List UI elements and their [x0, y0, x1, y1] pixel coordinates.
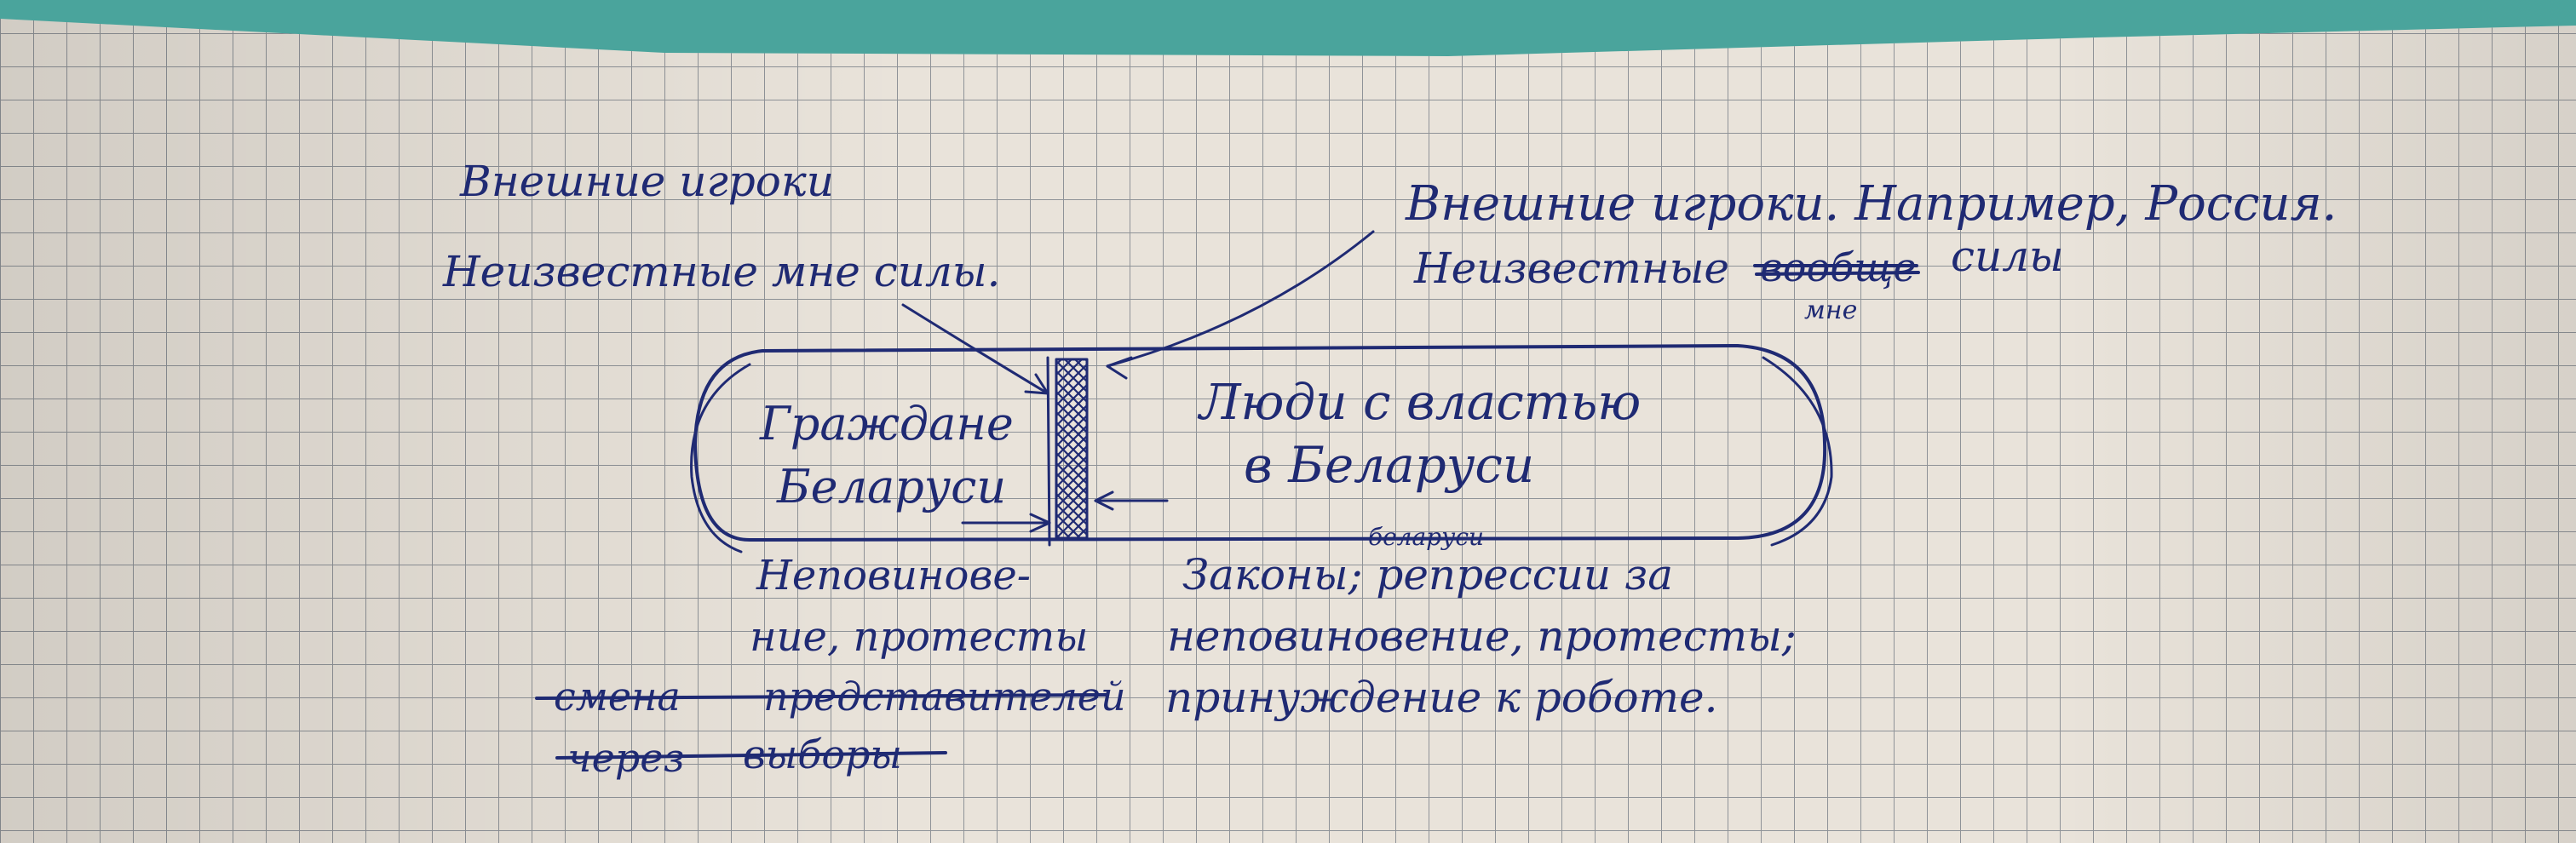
power-actions-superscript: беларуси [1368, 523, 1485, 551]
top-right-note-line2-end: силы [1951, 232, 2064, 281]
citizens-actions-line2: ние, протесты [750, 613, 1089, 661]
top-left-note-line2: Неизвестные мне силы. [443, 247, 1001, 296]
top-right-note-struck-word: вообще [1760, 244, 1917, 290]
top-right-note-line2-start: Неизвестные [1414, 244, 1730, 293]
top-right-note-strikethrough-2 [1757, 272, 1918, 274]
top-left-note-line1: Внешние игроки [460, 157, 834, 206]
citizens-actions-struck-word-2: через [567, 735, 685, 781]
top-right-note-line1: Внешние игроки. Например, Россия. [1406, 176, 2337, 232]
citizens-actions-line4: выборы [743, 731, 902, 777]
top-right-note-inserted-word: мне [1804, 295, 1858, 325]
citizens-actions-line1: Неповинове- [756, 552, 1032, 599]
citizens-actions-struck-word-1: смена [554, 674, 681, 720]
power-actions-line1: Законы; репрессии за [1182, 550, 1674, 599]
citizens-label-line2: Беларуси [777, 460, 1007, 513]
citizens-label-line1: Граждане [760, 397, 1014, 450]
power-actions-line3: принуждение к роботе. [1165, 673, 1718, 722]
power-label-line1: Люди с властью [1199, 373, 1642, 431]
citizens-actions-line3: представителей [763, 674, 1126, 720]
power-label-line2: в Беларуси [1244, 436, 1535, 494]
power-actions-line2: неповиновение, протесты; [1167, 611, 1797, 661]
